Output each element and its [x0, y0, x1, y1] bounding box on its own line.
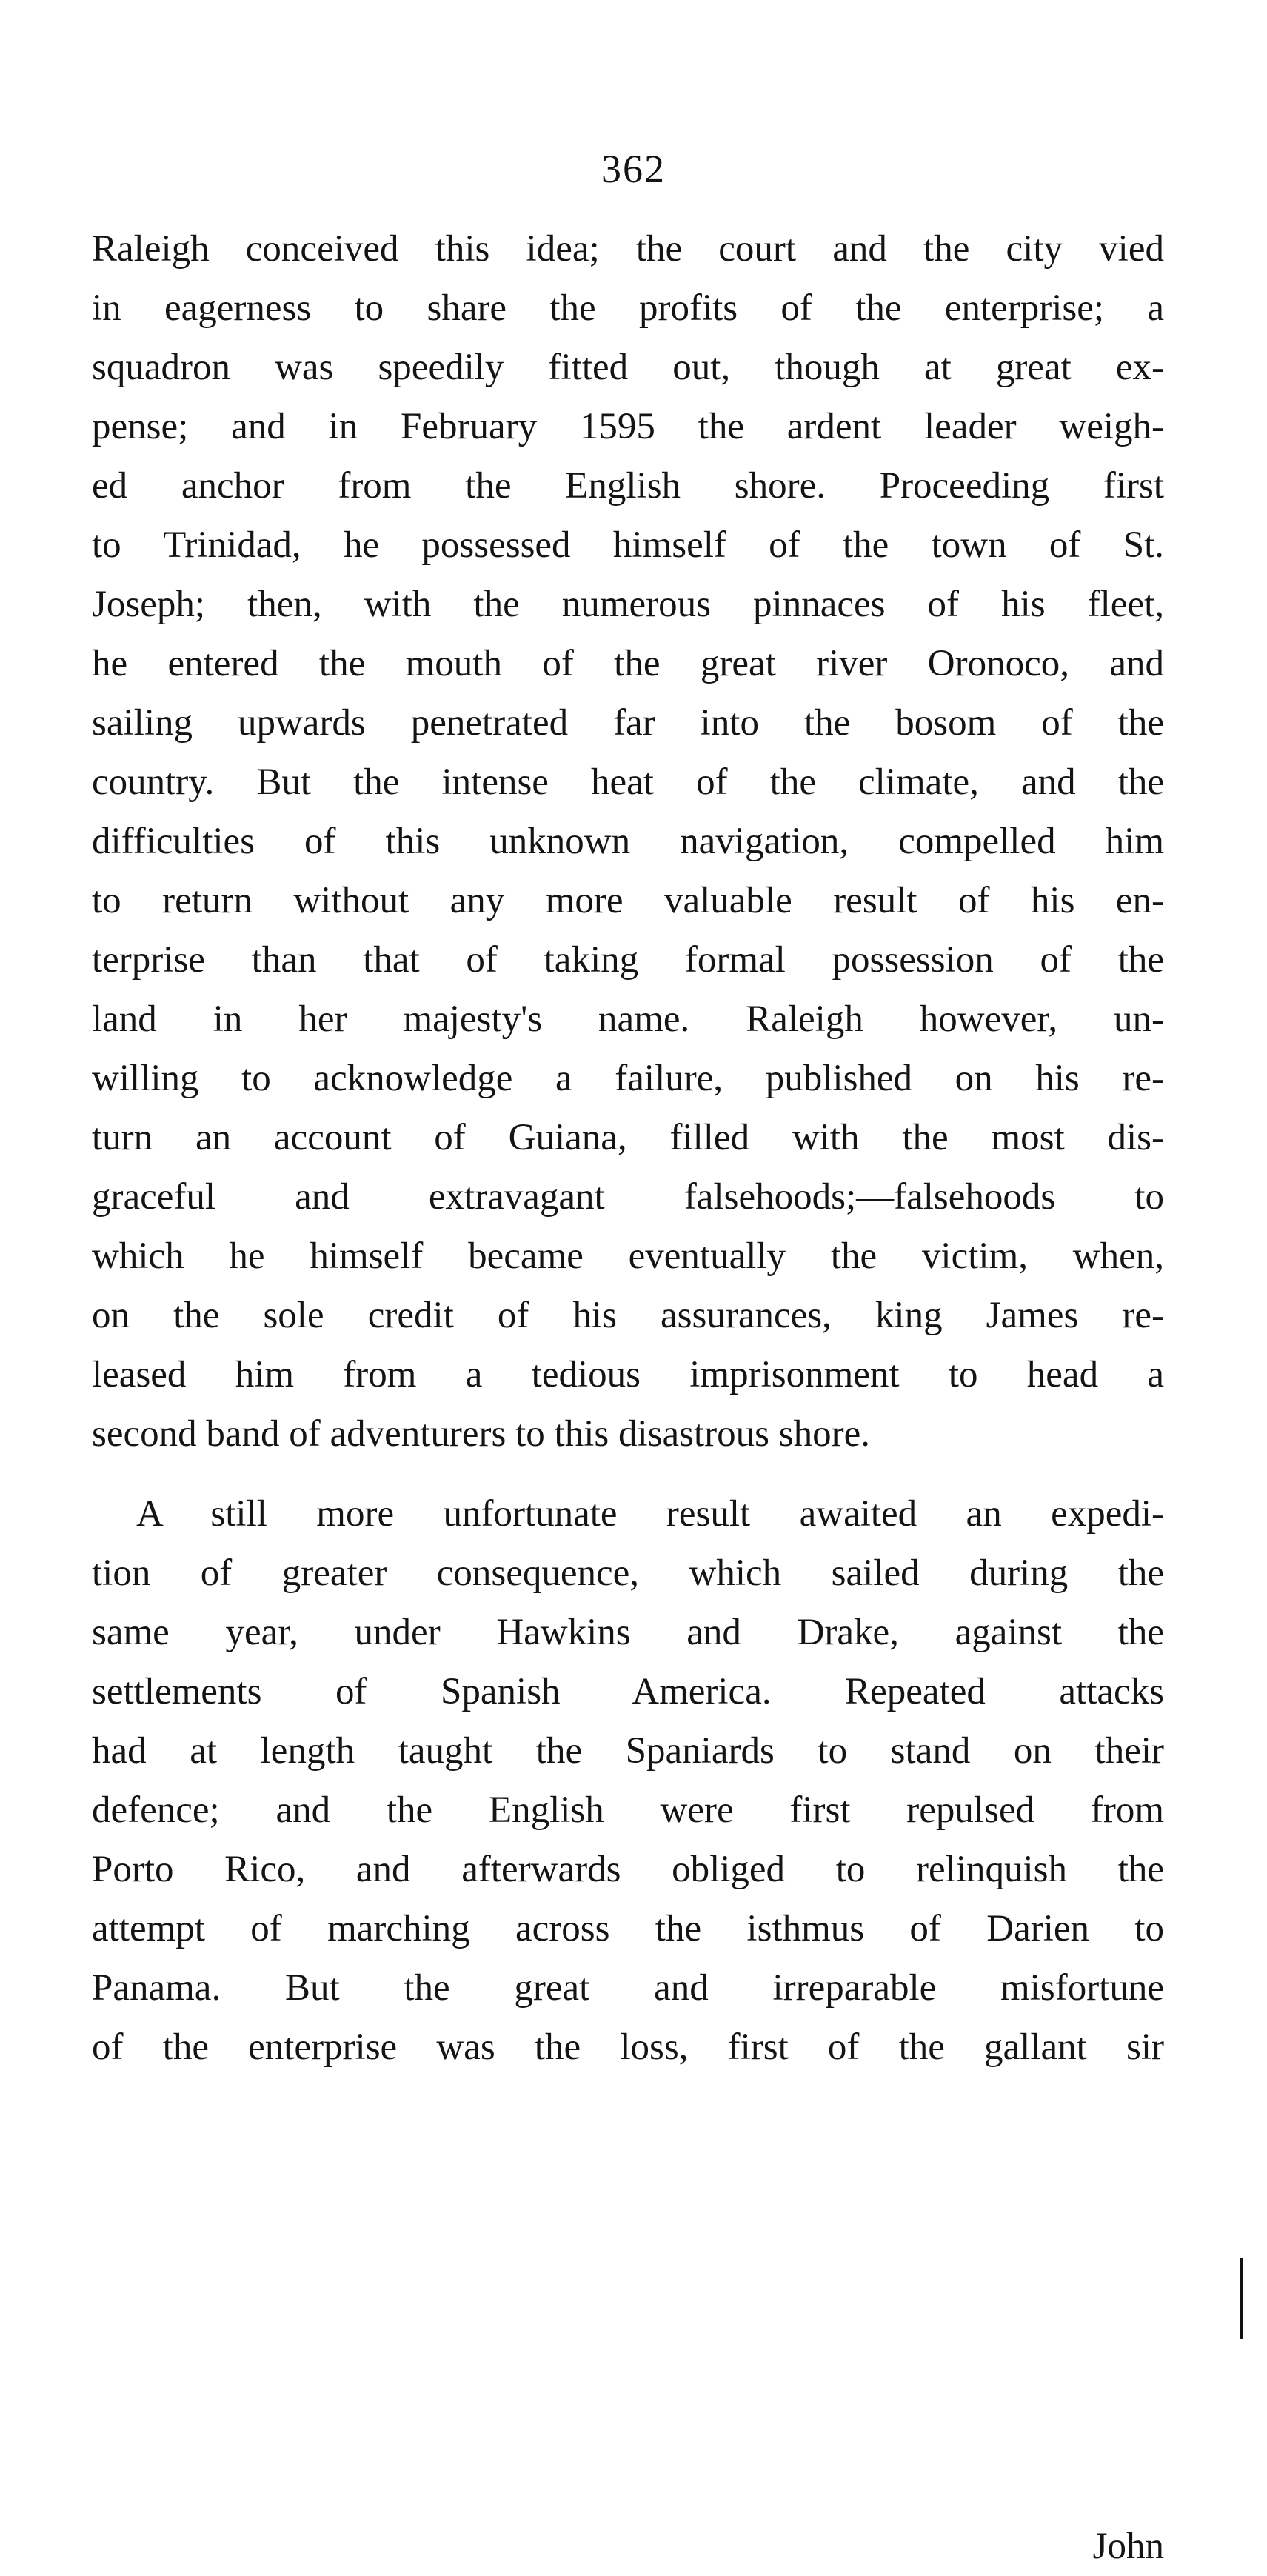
text-line: Joseph; then, with the numerous pinnaces of his fleet, [92, 584, 1164, 625]
text-line: graceful and extravagant falsehoods;—falsehoods to [92, 1176, 1164, 1218]
text-line: difficulties of this unknown navigation, compelled him [92, 821, 1164, 862]
text-line: to return without any more valuable result of his en- [92, 880, 1164, 921]
body-text [92, 219, 1164, 2567]
text-line: second band of adventurers to this disastrous shore. [92, 1413, 870, 1455]
text-line: ed anchor from the English shore. Proceeding first [92, 465, 1164, 507]
text-line: A still more unfortunate result awaited an expedi- [136, 1493, 1164, 1535]
paragraph-1 [92, 219, 1164, 1464]
text-line: had at length taught the Spaniards to stand on their [92, 1730, 1164, 1772]
page-edge-mark [1240, 2258, 1243, 2339]
text-line: pense; and in February 1595 the ardent leader weigh- [92, 406, 1164, 447]
text-line: sailing upwards penetrated far into the bosom of the [92, 702, 1164, 744]
text-line: he entered the mouth of the great river Oronoco, and [92, 643, 1164, 684]
text-line: defence; and the English were first repulsed from [92, 1789, 1164, 1831]
text-line: settlements of Spanish America. Repeated attacks [92, 1671, 1164, 1712]
text-line: willing to acknowledge a failure, published on his re- [92, 1058, 1164, 1099]
text-line: leased him from a tedious imprisonment to head a [92, 1354, 1164, 1395]
text-line: turn an account of Guiana, filled with the most dis- [92, 1117, 1164, 1158]
text-line: in eagerness to share the profits of the enterprise; a [92, 287, 1164, 329]
text-line: same year, under Hawkins and Drake, against the [92, 1612, 1164, 1653]
page-number: 362 [601, 147, 666, 191]
paragraph-2 [92, 1484, 1164, 2567]
text-line: of the enterprise was the loss, first of the gallant sir [92, 2026, 1164, 2068]
text-line: which he himself became eventually the victim, when, [92, 1235, 1164, 1277]
text-line: to Trinidad, he possessed himself of the town of St. [92, 524, 1164, 566]
text-line: land in her majesty's name. Raleigh however, un- [92, 998, 1164, 1040]
text-line: Raleigh conceived this idea; the court and the city vied [92, 228, 1164, 270]
text-line: on the sole credit of his assurances, king James re- [92, 1295, 1164, 1336]
catchword: John [1092, 2526, 1164, 2567]
text-line: attempt of marching across the isthmus of Darien to [92, 1908, 1164, 1949]
text-line: country. But the intense heat of the climate, and the [92, 761, 1164, 803]
text-line: tion of greater consequence, which sailed during the [92, 1552, 1164, 1594]
text-line: Porto Rico, and afterwards obliged to relinquish the [92, 1849, 1164, 1890]
text-line: terprise than that of taking formal possession of the [92, 939, 1164, 981]
text-line: Panama. But the great and irreparable misfortune [92, 1967, 1164, 2009]
text-line: squadron was speedily fitted out, though at great ex- [92, 347, 1164, 388]
